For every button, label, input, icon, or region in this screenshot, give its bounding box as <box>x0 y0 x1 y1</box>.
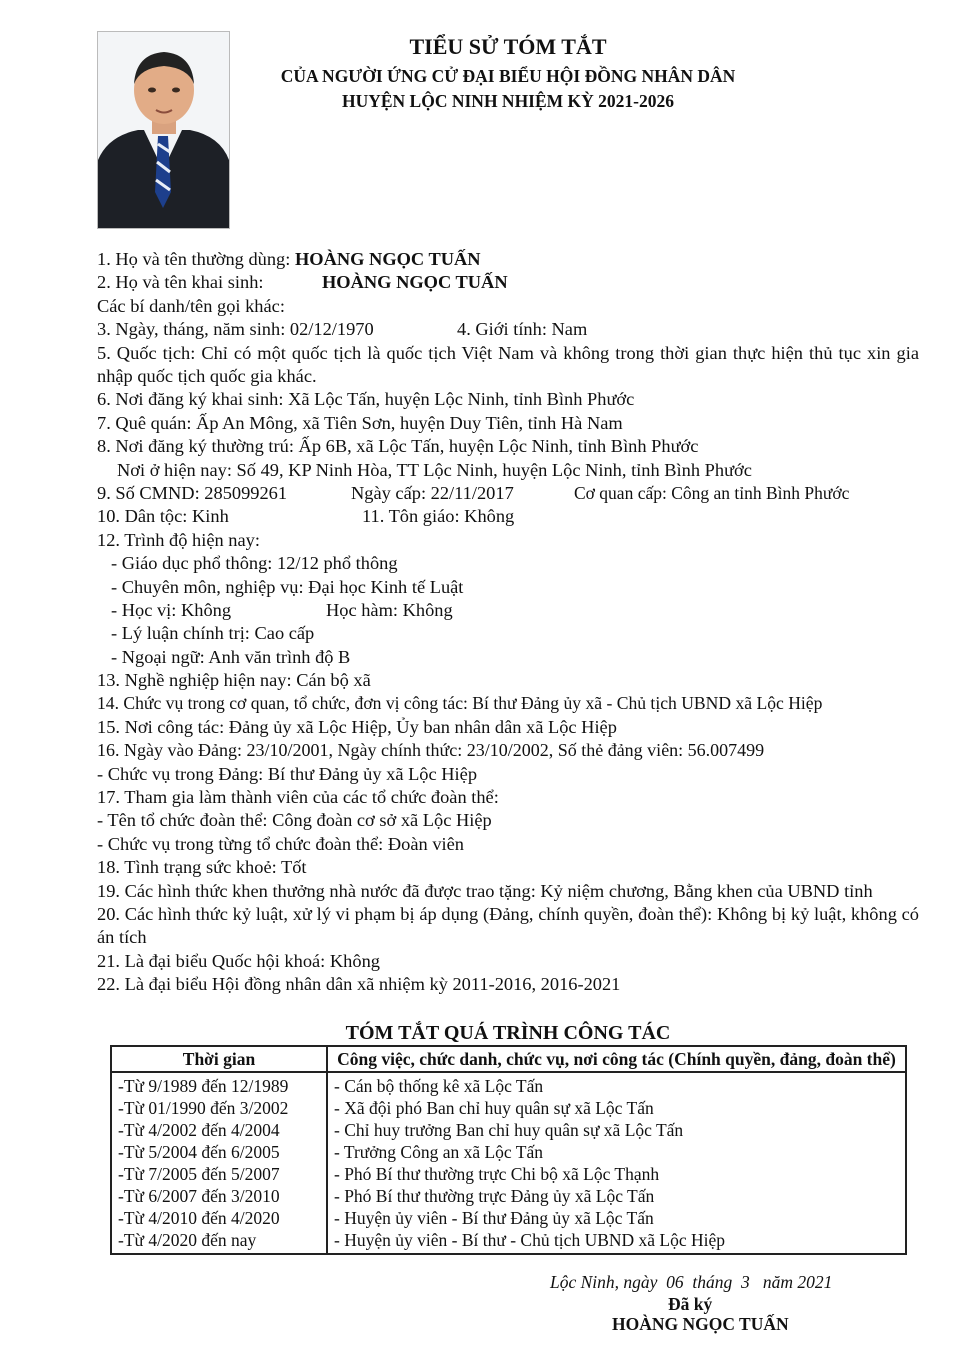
time-entry: -Từ 4/2020 đến nay <box>118 1230 257 1250</box>
political-theory-text: - Lý luận chính trị: Cao cấp <box>111 623 315 644</box>
organization-name-text: - Tên tổ chức đoàn thể: Công đoàn cơ sở xã Lộc Hiệp <box>97 810 492 831</box>
time-entry: -Từ 4/2002 đến 4/2004 <box>118 1120 280 1140</box>
party-position-text: - Chức vụ trong Đảng: Bí thư Đảng ủy xã Lộc Hiệp <box>97 763 478 784</box>
time-entry: -Từ 7/2005 đến 5/2007 <box>118 1164 280 1184</box>
common-name-row <box>97 248 919 271</box>
organizations-heading: 17. Tham gia làm thành viên của các tổ chức đoàn thể: <box>97 787 499 808</box>
role-entry: - Huyện ủy viên - Bí thư - Chủ tịch UBND xã Lộc Hiệp <box>334 1230 726 1250</box>
id-card-row <box>97 482 919 505</box>
table-row <box>111 1072 906 1254</box>
role-cell <box>327 1072 906 1254</box>
id-issue-date-text: Ngày cấp: 22/11/2017 <box>351 482 514 503</box>
signer-name: HOÀNG NGỌC TUẤN <box>612 1314 789 1334</box>
discipline-text: 20. Các hình thức kỷ luật, xử lý vi phạm bị áp dụng (Đảng, chính quyền, đoàn thể): Không bị kỷ luật, không có án tích <box>97 903 919 948</box>
occupation-text: 13. Nghề nghiệp hiện nay: Cán bộ xã <box>97 670 371 691</box>
role-entry: - Phó Bí thư thường trực Đảng ủy xã Lộc Tấn <box>334 1186 655 1206</box>
role-entry: - Phó Bí thư thường trực Chi bộ xã Lộc Thạnh <box>334 1164 660 1184</box>
bio-section <box>97 248 919 997</box>
position-text: 14. Chức vụ trong cơ quan, tổ chức, đơn vị công tác: Bí thư Đảng ủy xã - Chủ tịch UBND xã Lộc Hiệp <box>97 693 823 714</box>
general-education-text: - Giáo dục phổ thông: 12/12 phổ thông <box>111 553 398 574</box>
religion-text: 11. Tôn giáo: Không <box>362 506 515 527</box>
permanent-residence-text: 8. Nơi đăng ký thường trú: Ấp 6B, xã Lộc Tấn, huyện Lộc Ninh, tỉnh Bình Phước <box>97 436 699 457</box>
common-name-label: 1. Họ và tên thường dùng: <box>97 249 295 269</box>
document-subtitle: CỦA NGƯỜI ỨNG CỬ ĐẠI BIỂU HỘI ĐỒNG NHÂN DÂN <box>280 66 736 86</box>
time-entry: -Từ 6/2007 đến 3/2010 <box>118 1186 280 1206</box>
ethnicity-religion-row <box>97 505 919 528</box>
dob-gender-row <box>97 318 919 341</box>
role-entry: - Huyện ủy viên - Bí thư Đảng ủy xã Lộc Tấn <box>334 1208 654 1228</box>
role-entry: - Xã đội phó Ban chỉ huy quân sự xã Lộc Tấn <box>334 1098 654 1118</box>
birth-name-value: HOÀNG NGỌC TUẤN <box>322 272 508 293</box>
education-heading: 12. Trình độ hiện nay: <box>97 529 260 550</box>
document-term: HUYỆN LỘC NINH NHIỆM KỲ 2021-2026 <box>341 91 675 111</box>
specialty-text: - Chuyên môn, nghiệp vụ: Đại học Kinh tế Luật <box>111 576 464 597</box>
nationality-text: 5. Quốc tịch: Chỉ có một quốc tịch là quốc tịch Việt Nam và không trong thời gian thực hiện thủ tục xin gia nhập quốc tịch quốc gia khác. <box>97 342 919 386</box>
council-member-text: 22. Là đại biểu Hội đồng nhân dân xã nhiệm kỳ 2011-2016, 2016-2021 <box>97 974 621 995</box>
table-header-row <box>111 1046 906 1072</box>
place-date: Lộc Ninh, ngày 06 tháng 3 năm 2021 <box>550 1272 833 1292</box>
role-entry: - Cán bộ thống kê xã Lộc Tấn <box>334 1076 544 1096</box>
academic-title-text: Học hàm: Không <box>326 599 453 620</box>
degree-text: - Học vị: Không <box>111 599 232 620</box>
signed-note: Đã ký <box>668 1294 713 1314</box>
hometown-text: 7. Quê quán: Ấp An Mông, xã Tiên Sơn, huyện Duy Tiên, tỉnh Hà Nam <box>97 412 623 433</box>
time-cell <box>111 1072 327 1254</box>
awards-text: 19. Các hình thức khen thưởng nhà nước đã được trao tặng: Kỷ niệm chương, Bằng khen của UBND tỉnh <box>97 880 873 901</box>
birth-registration-text: 6. Nơi đăng ký khai sinh: Xã Lộc Tấn, huyện Lộc Ninh, tỉnh Bình Phước <box>97 389 635 410</box>
time-entry: -Từ 4/2010 đến 4/2020 <box>118 1208 280 1228</box>
portrait-photo <box>97 31 230 229</box>
gender-text: 4. Giới tính: Nam <box>457 319 588 340</box>
time-entry: -Từ 5/2004 đến 6/2005 <box>118 1142 280 1162</box>
time-entry: -Từ 9/1989 đến 12/1989 <box>118 1076 289 1096</box>
role-column-header: Công việc, chức danh, chức vụ, nơi công tác (Chính quyền, đảng, đoàn thể) <box>327 1046 906 1072</box>
common-name-value: HOÀNG NGỌC TUẤN <box>294 249 481 269</box>
dob-text: 3. Ngày, tháng, năm sinh: 02/12/1970 <box>97 319 374 340</box>
aliases-row: Các bí danh/tên gọi khác: <box>97 295 285 316</box>
work-history-table <box>110 1045 907 1255</box>
organization-role-text: - Chức vụ trong từng tổ chức đoàn thể: Đoàn viên <box>97 833 464 854</box>
ethnicity-text: 10. Dân tộc: Kinh <box>97 506 229 527</box>
birth-name-label: 2. Họ và tên khai sinh: <box>97 272 264 293</box>
workplace-text: 15. Nơi công tác: Đảng ủy xã Lộc Hiệp, Ủy ban nhân dân xã Lộc Hiệp <box>97 716 617 737</box>
work-history-title: TÓM TẮT QUÁ TRÌNH CÔNG TÁC <box>345 1022 671 1044</box>
document-title: TIỂU SỬ TÓM TẮT <box>409 34 607 59</box>
time-entry: -Từ 01/1990 đến 3/2002 <box>118 1098 289 1118</box>
role-entry: - Chỉ huy trưởng Ban chỉ huy quân sự xã Lộc Tấn <box>334 1120 684 1140</box>
current-residence-text: Nơi ở hiện nay: Số 49, KP Ninh Hòa, TT Lộc Ninh, huyện Lộc Ninh, tỉnh Bình Phước <box>117 459 752 480</box>
health-text: 18. Tình trạng sức khoẻ: Tốt <box>97 857 307 878</box>
time-column-header: Thời gian <box>111 1046 327 1072</box>
id-number-text: 9. Số CMND: 285099261 <box>97 482 288 503</box>
foreign-language-text: - Ngoại ngữ: Anh văn trình độ B <box>111 646 351 667</box>
party-info-text: 16. Ngày vào Đảng: 23/10/2001, Ngày chính thức: 23/10/2002, Số thẻ đảng viên: 56.007499 <box>97 740 765 761</box>
birth-name-row <box>97 271 919 294</box>
national-assembly-text: 21. Là đại biểu Quốc hội khoá: Không <box>97 950 380 971</box>
degree-row <box>97 599 919 622</box>
id-issuer-text: Cơ quan cấp: Công an tỉnh Bình Phước <box>574 482 850 503</box>
role-entry: - Trưởng Công an xã Lộc Tấn <box>334 1142 543 1162</box>
